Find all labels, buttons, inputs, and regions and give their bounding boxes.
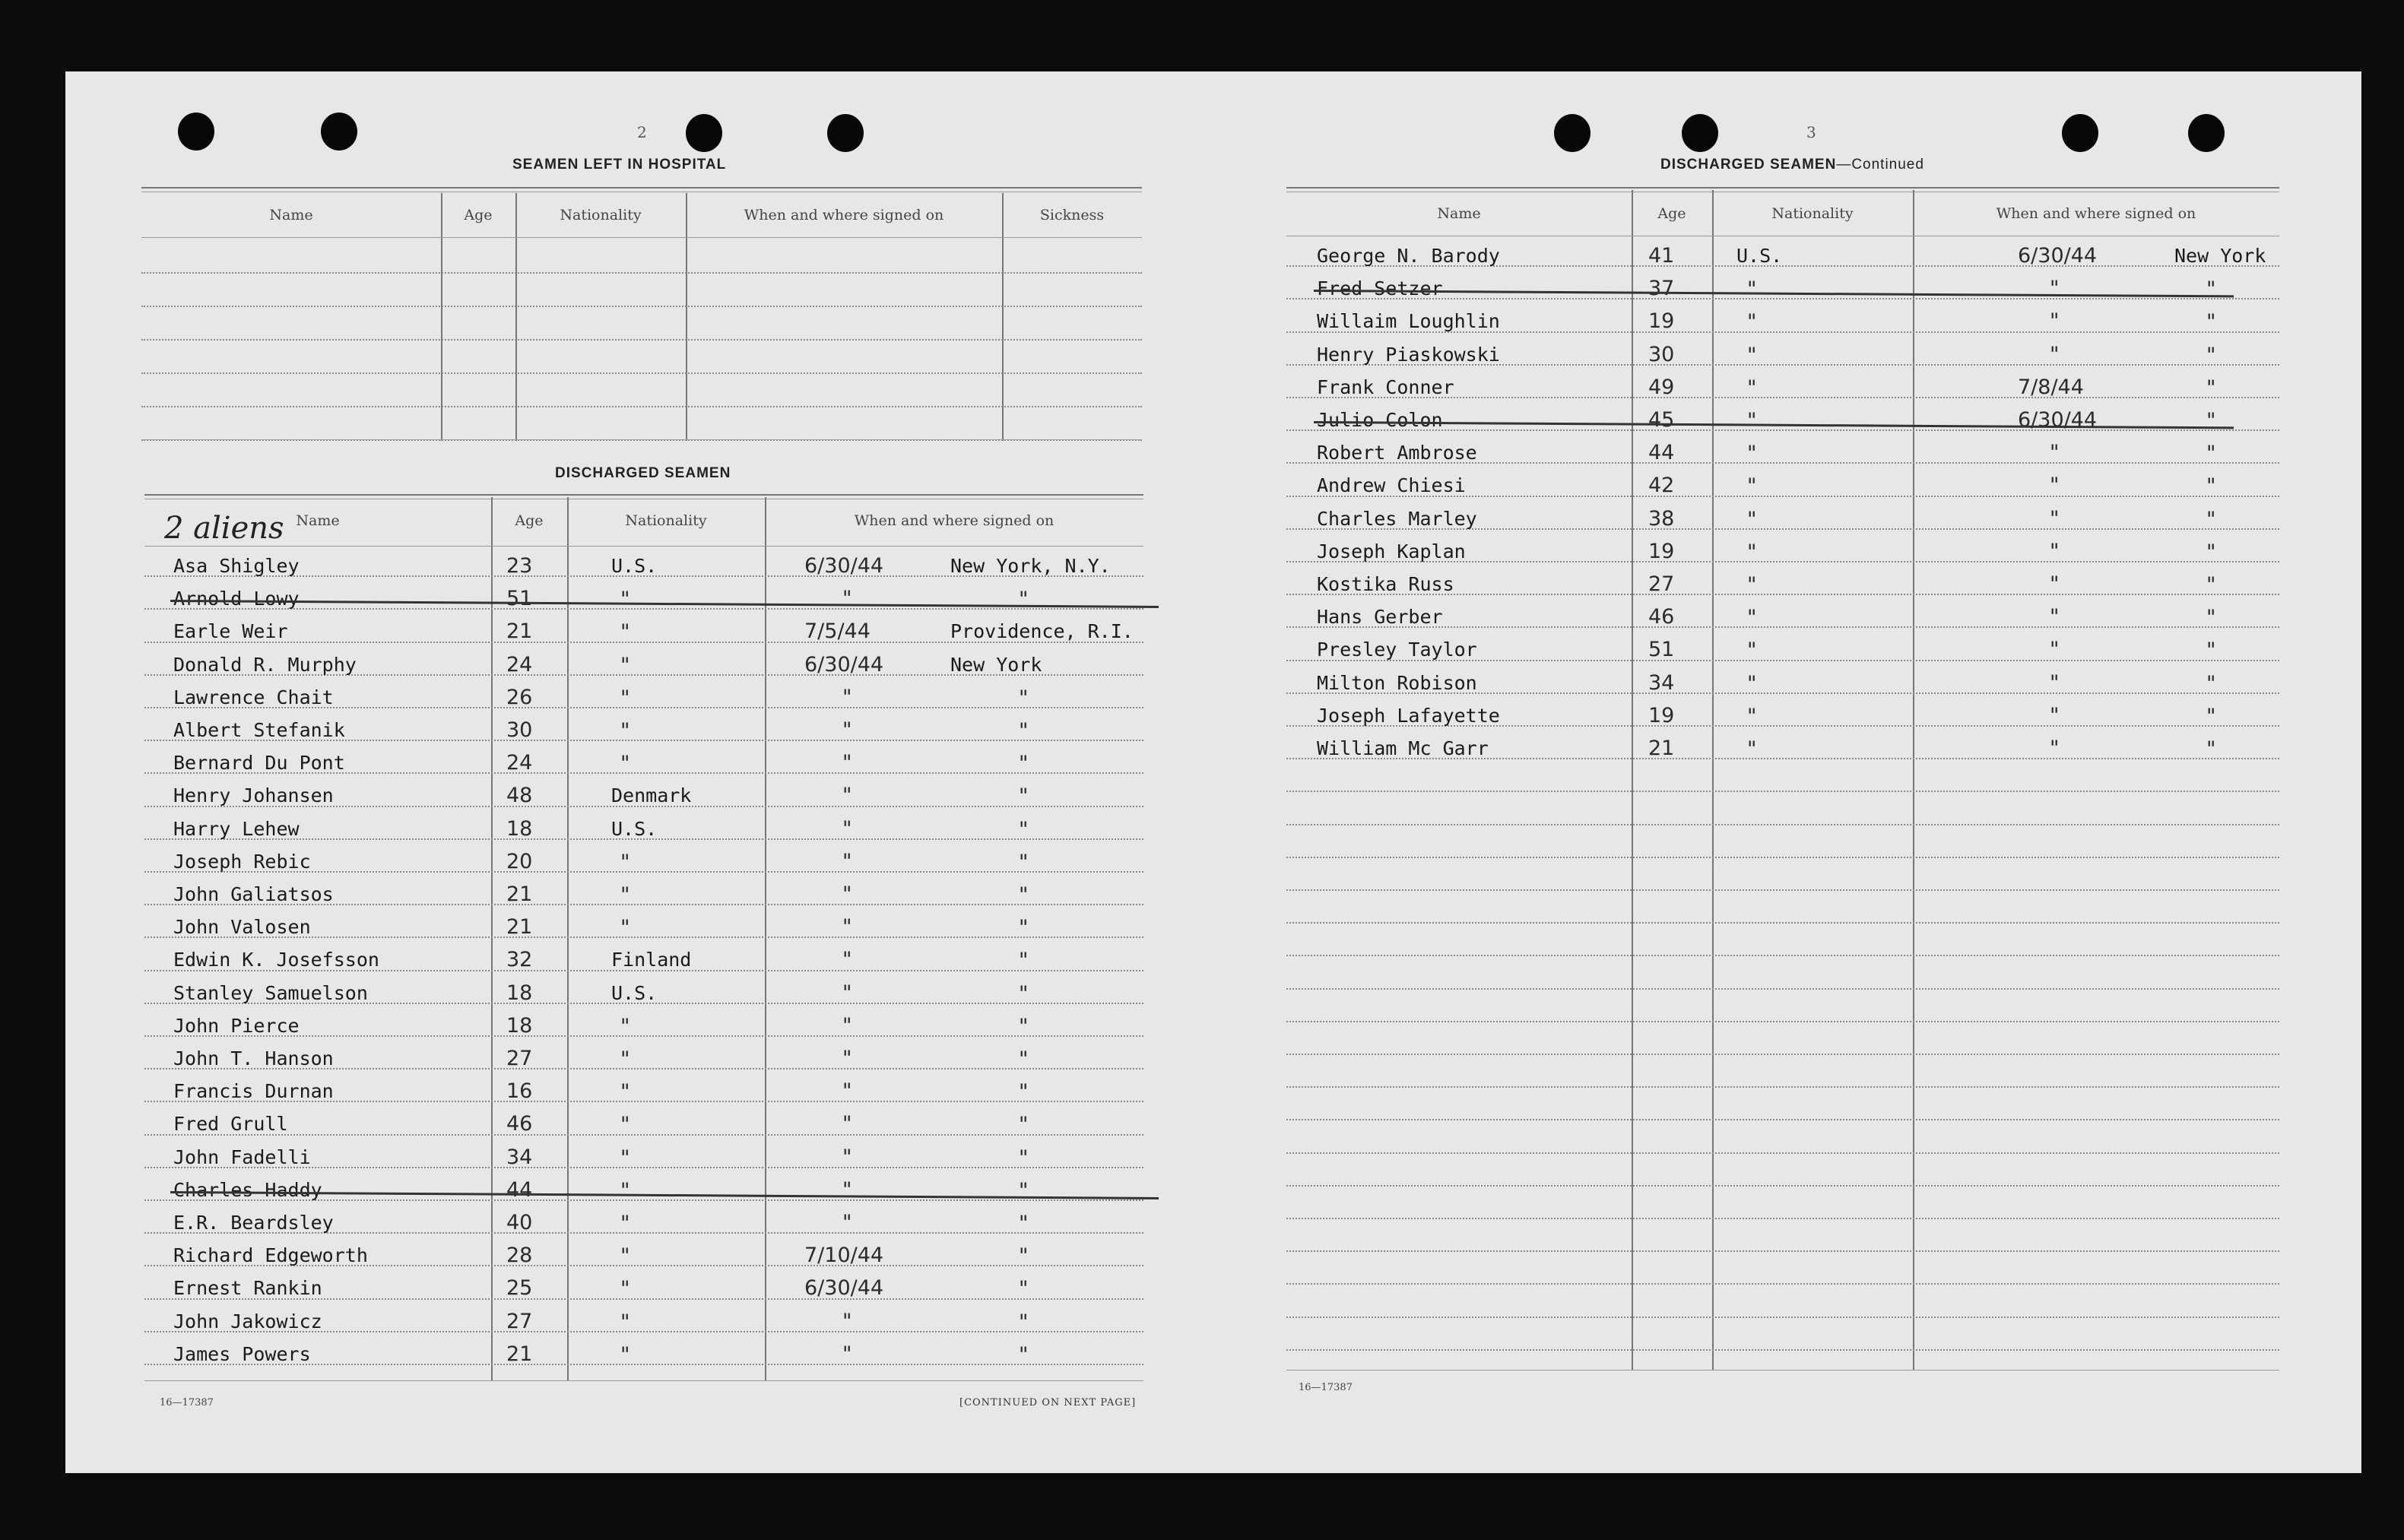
- seaman-row-age: 20: [506, 849, 533, 873]
- seaman-row-date-signed: ": [842, 784, 852, 808]
- seaman-row-age: 48: [506, 784, 533, 808]
- seaman-row-place-signed: ": [1019, 1342, 1029, 1367]
- seaman-row-name: Earle Weir: [173, 620, 288, 643]
- seaman-row-date-signed: ": [842, 1211, 852, 1234]
- seaman-row-name: John Jakowicz: [173, 1310, 322, 1332]
- hospital-section-title: SEAMEN LEFT IN HOSPITAL: [512, 157, 727, 173]
- seaman-row-age: 40: [506, 1211, 533, 1234]
- seaman-row-nationality: ": [1747, 343, 1757, 367]
- seaman-row-name: Asa Shigley: [173, 555, 300, 577]
- seaman-row-nationality: ": [1747, 310, 1757, 334]
- seaman-row-name: Lawrence Chait: [173, 686, 334, 708]
- table-rule: [141, 187, 1142, 189]
- seaman-row-name: Stanley Samuelson: [173, 981, 368, 1004]
- seaman-row-place-signed: ": [2206, 606, 2216, 630]
- seaman-row-age: 42: [1648, 474, 1675, 498]
- seaman-row-place-signed: ": [2206, 507, 2216, 531]
- seaman-row-age: 21: [506, 619, 533, 644]
- seaman-row-nationality: ": [1747, 606, 1757, 630]
- seaman-row-age: 38: [1648, 506, 1675, 531]
- seaman-row-name: Fred Grull: [173, 1113, 288, 1136]
- column-divider: [515, 193, 517, 441]
- seaman-row-nationality: ": [1747, 638, 1757, 663]
- column-divider: [686, 193, 687, 441]
- seaman-row-place-signed: ": [1019, 850, 1029, 874]
- seaman-row-nationality: ": [620, 916, 630, 940]
- seaman-row-date-signed: ": [842, 948, 852, 972]
- row-rule: [141, 272, 1142, 274]
- seaman-row-name: Henry Johansen: [173, 784, 334, 807]
- seaman-row-place-signed: ": [1019, 1244, 1029, 1269]
- column-divider: [491, 497, 493, 1380]
- seaman-row-nationality: ": [620, 719, 630, 743]
- seaman-row-age: 21: [506, 882, 533, 906]
- seaman-row-place-signed: ": [1019, 1212, 1029, 1235]
- seaman-row-nationality: ": [1747, 442, 1757, 466]
- row-rule: [1286, 1152, 2279, 1154]
- table-rule: [144, 494, 1143, 496]
- seaman-row-date-signed: ": [2050, 309, 2060, 334]
- section-title-text: DISCHARGED SEAMEN: [1660, 157, 1837, 173]
- seaman-row-nationality: ": [1747, 409, 1757, 433]
- seaman-row-age: 24: [506, 652, 533, 677]
- seaman-row-name: Ernest Rankin: [173, 1277, 322, 1300]
- seaman-row-name: Edwin K. Josefsson: [173, 949, 379, 971]
- row-rule: [141, 306, 1142, 307]
- header-rule: [144, 546, 1143, 547]
- seaman-row-name: Joseph Kaplan: [1317, 540, 1466, 562]
- column-header: Name: [296, 512, 340, 529]
- seaman-row-date-signed: ": [2050, 737, 2060, 760]
- page-number: 3: [1806, 123, 1816, 141]
- seaman-row-place-signed: ": [2206, 409, 2216, 433]
- seaman-row-date-signed: 7/8/44: [2018, 375, 2084, 399]
- seaman-row-name: Francis Durnan: [173, 1080, 334, 1103]
- seaman-row-date-signed: ": [2050, 441, 2060, 465]
- column-divider: [567, 497, 569, 1380]
- seaman-row-date-signed: ": [2050, 572, 2060, 596]
- seaman-row-date-signed: ": [842, 1112, 852, 1136]
- page-right: [1229, 71, 2361, 1473]
- seaman-row-place-signed: ": [2206, 343, 2216, 367]
- seaman-row-date-signed: ": [842, 915, 852, 940]
- seaman-row-place-signed: New York, N.Y.: [950, 555, 1111, 577]
- page-number: 2: [637, 123, 647, 141]
- page-left: [65, 71, 1229, 1473]
- seaman-row-name: Robert Ambrose: [1317, 442, 1477, 464]
- seaman-row-age: 46: [506, 1112, 533, 1136]
- seaman-row-nationality: ": [620, 1342, 630, 1367]
- seaman-row-name: E.R. Beardsley: [173, 1212, 334, 1234]
- seaman-row-age: 21: [506, 1342, 533, 1366]
- seaman-row-place-signed: ": [1019, 686, 1029, 710]
- seaman-row-age: 18: [506, 981, 533, 1005]
- seaman-row-age: 51: [506, 587, 533, 611]
- seaman-row-place-signed: ": [2206, 671, 2216, 696]
- seaman-row-age: 51: [1648, 638, 1675, 662]
- seaman-row-age: 16: [506, 1079, 533, 1104]
- seaman-row-name: Presley Taylor: [1317, 638, 1477, 661]
- column-header: When and where signed on: [1996, 205, 2196, 222]
- column-divider: [1002, 193, 1004, 441]
- seaman-row-nationality: ": [1747, 540, 1757, 564]
- seaman-row-age: 41: [1648, 244, 1675, 268]
- column-header: Sickness: [1039, 207, 1105, 223]
- seaman-row-age: 34: [1648, 670, 1675, 695]
- seaman-row-age: 28: [506, 1244, 533, 1268]
- seaman-row-date-signed: 6/30/44: [804, 652, 884, 677]
- seaman-row-place-signed: ": [2206, 540, 2216, 564]
- seaman-row-nationality: ": [620, 850, 630, 874]
- row-rule: [1286, 1086, 2279, 1088]
- column-header: Nationality: [625, 512, 707, 529]
- column-header: Age: [464, 207, 493, 223]
- seaman-row-date-signed: ": [842, 816, 852, 841]
- seaman-row-place-signed: ": [1019, 817, 1029, 841]
- seaman-row-date-signed: 6/30/44: [2018, 244, 2098, 268]
- row-rule: [1286, 1185, 2279, 1187]
- seaman-row-place-signed: Providence, R.I.: [950, 620, 1134, 643]
- seaman-row-date-signed: ": [842, 685, 852, 709]
- seaman-row-place-signed: ": [1019, 916, 1029, 940]
- seaman-row-name: Charles Haddy: [173, 1178, 322, 1201]
- row-rule: [1286, 988, 2279, 990]
- seaman-row-date-signed: ": [842, 587, 852, 611]
- seaman-row-date-signed: ": [2050, 670, 2060, 695]
- seaman-row-place-signed: ": [2206, 704, 2216, 728]
- seaman-row-place-signed: ": [2206, 442, 2216, 466]
- seaman-row-place-signed: ": [1019, 1113, 1029, 1137]
- seaman-row-date-signed: 7/10/44: [804, 1244, 884, 1268]
- seaman-row-age: 21: [1648, 737, 1675, 760]
- seaman-row-name: Hans Gerber: [1317, 606, 1443, 629]
- seaman-row-nationality: ": [620, 1212, 630, 1235]
- seaman-row-place-signed: ": [2206, 737, 2216, 761]
- seaman-row-nationality: ": [620, 620, 630, 645]
- column-divider: [1712, 190, 1714, 1370]
- seaman-row-age: 19: [1648, 309, 1675, 334]
- seaman-row-name: Julio Colon: [1317, 409, 1443, 431]
- seaman-row-name: John Pierce: [173, 1014, 300, 1037]
- seaman-row-place-signed: ": [1019, 883, 1029, 907]
- seaman-row-nationality: ": [1747, 507, 1757, 531]
- seaman-row-age: 30: [506, 718, 533, 742]
- form-number: 16—17387: [160, 1397, 214, 1408]
- seaman-row-age: 24: [506, 751, 533, 775]
- seaman-row-place-signed: ": [2206, 375, 2216, 400]
- row-rule: [141, 406, 1142, 407]
- column-header: When and where signed on: [854, 512, 1055, 529]
- seaman-row-name: Henry Piaskowski: [1317, 343, 1500, 366]
- seaman-row-date-signed: ": [842, 1309, 852, 1333]
- seaman-row-nationality: U.S.: [611, 555, 658, 577]
- seaman-row-name: John Valosen: [173, 916, 311, 939]
- seaman-row-nationality: ": [620, 1178, 630, 1203]
- seaman-row-name: James Powers: [173, 1342, 311, 1365]
- column-header: Age: [515, 512, 544, 529]
- seaman-row-place-signed: ": [1019, 1277, 1029, 1301]
- column-header: Nationality: [560, 207, 642, 223]
- form-number: 16—17387: [1299, 1382, 1353, 1393]
- seaman-row-name: Donald R. Murphy: [173, 653, 357, 676]
- seaman-row-place-signed: ": [1019, 1047, 1029, 1071]
- seaman-row-date-signed: ": [2050, 506, 2060, 531]
- continued-note: [CONTINUED ON NEXT PAGE]: [959, 1397, 1137, 1408]
- seaman-row-name: Willaim Loughlin: [1317, 310, 1500, 333]
- seaman-row-name: Joseph Rebic: [173, 850, 311, 873]
- seaman-row-age: 44: [506, 1177, 533, 1202]
- seaman-row-date-signed: ": [2050, 474, 2060, 498]
- seaman-row-nationality: ": [1747, 573, 1757, 597]
- row-rule: [1286, 1054, 2279, 1055]
- seaman-row-place-signed: ": [1019, 1080, 1029, 1104]
- seaman-row-name: Milton Robison: [1317, 671, 1477, 694]
- seaman-row-date-signed: ": [2050, 703, 2060, 727]
- seaman-row-date-signed: ": [842, 1177, 852, 1202]
- column-divider: [441, 193, 442, 441]
- row-rule: [141, 339, 1142, 341]
- seaman-row-age: 27: [506, 1309, 533, 1333]
- seaman-row-nationality: ": [620, 588, 630, 612]
- seaman-row-date-signed: ": [842, 751, 852, 775]
- seaman-row-nationality: ": [1747, 704, 1757, 728]
- seaman-row-age: 19: [1648, 703, 1675, 727]
- row-rule: [1286, 1021, 2279, 1022]
- seaman-row-nationality: Finland: [611, 949, 692, 971]
- seaman-row-age: 46: [1648, 605, 1675, 629]
- seaman-row-place-signed: ": [2206, 573, 2216, 597]
- seaman-row-name: Bernard Du Pont: [173, 752, 345, 775]
- seaman-row-place-signed: ": [1019, 1014, 1029, 1038]
- seaman-row-name: Charles Marley: [1317, 507, 1477, 530]
- seaman-row-age: 26: [506, 685, 533, 709]
- seaman-row-place-signed: ": [1019, 784, 1029, 809]
- seaman-row-name: Arnold Lowy: [173, 588, 300, 610]
- seaman-row-date-signed: ": [842, 882, 852, 906]
- column-header: Nationality: [1771, 205, 1854, 222]
- seaman-row-nationality: ": [620, 1244, 630, 1269]
- seaman-row-age: 23: [506, 554, 533, 578]
- column-divider: [1913, 190, 1914, 1370]
- seaman-row-date-signed: ": [842, 718, 852, 742]
- seaman-row-nationality: ": [620, 1014, 630, 1038]
- seaman-row-date-signed: ": [842, 981, 852, 1005]
- seaman-row-name: John Fadelli: [173, 1145, 311, 1168]
- seaman-row-place-signed: ": [1019, 1178, 1029, 1203]
- row-rule: [144, 1134, 1143, 1136]
- row-rule: [1286, 955, 2279, 956]
- seaman-row-nationality: ": [1747, 671, 1757, 696]
- row-rule: [1286, 922, 2279, 924]
- seaman-row-name: Andrew Chiesi: [1317, 474, 1466, 497]
- seaman-row-date-signed: ": [842, 849, 852, 873]
- seaman-row-date-signed: 7/5/44: [804, 619, 871, 644]
- seaman-row-name: John T. Hanson: [173, 1047, 334, 1069]
- seaman-row-date-signed: 6/30/44: [804, 554, 884, 578]
- row-rule: [141, 372, 1142, 374]
- row-rule: [1286, 889, 2279, 891]
- strikethrough-line: [1314, 290, 2234, 297]
- seaman-row-date-signed: ": [2050, 605, 2060, 629]
- row-rule: [1286, 1283, 2279, 1285]
- seaman-row-date-signed: ": [2050, 539, 2060, 563]
- seaman-row-name: Joseph Lafayette: [1317, 704, 1500, 727]
- seaman-row-age: 37: [1648, 277, 1675, 301]
- seaman-row-nationality: U.S.: [611, 981, 658, 1004]
- column-header: Name: [1437, 205, 1481, 222]
- column-divider: [1632, 190, 1633, 1370]
- seaman-row-age: 32: [506, 948, 533, 972]
- seaman-row-place-signed: ": [1019, 719, 1029, 743]
- row-rule: [1286, 1349, 2279, 1351]
- seaman-row-place-signed: ": [1019, 752, 1029, 776]
- seaman-row-place-signed: ": [2206, 638, 2216, 663]
- seaman-row-place-signed: ": [1019, 981, 1029, 1006]
- seaman-row-age: 18: [506, 1013, 533, 1038]
- seaman-row-age: 44: [1648, 441, 1675, 465]
- seaman-row-date-signed: ": [842, 1079, 852, 1104]
- section-title-suffix: —Continued: [1836, 157, 1924, 173]
- seaman-row-place-signed: ": [1019, 588, 1029, 612]
- seaman-row-date-signed: ": [842, 1145, 852, 1169]
- seaman-row-date-signed: ": [2050, 342, 2060, 366]
- seaman-row-nationality: ": [1747, 474, 1757, 499]
- seaman-row-nationality: ": [620, 883, 630, 907]
- seaman-row-age: 19: [1648, 539, 1675, 563]
- seaman-row-age: 49: [1648, 375, 1675, 399]
- form-sheet: [65, 71, 2361, 1473]
- seaman-row-name: Kostika Russ: [1317, 573, 1454, 595]
- seaman-row-nationality: ": [1747, 737, 1757, 761]
- seaman-row-nationality: ": [620, 1310, 630, 1334]
- seaman-row-date-signed: ": [2050, 277, 2060, 301]
- discharged-section-title: DISCHARGED SEAMEN: [555, 465, 731, 481]
- row-rule: [1286, 1250, 2279, 1252]
- seaman-row-age: 27: [1648, 572, 1675, 596]
- row-rule: [1286, 1119, 2279, 1120]
- seaman-row-name: George N. Barody: [1317, 245, 1500, 267]
- seaman-row-nationality: ": [620, 752, 630, 776]
- column-header: Name: [269, 207, 313, 223]
- seaman-row-date-signed: ": [842, 1342, 852, 1366]
- seaman-row-nationality: ": [620, 1080, 630, 1104]
- seaman-row-date-signed: 6/30/44: [2018, 408, 2098, 432]
- discharged-continued-title: [1660, 157, 1924, 173]
- seaman-row-place-signed: New York: [950, 653, 1042, 676]
- seaman-row-name: William Mc Garr: [1317, 737, 1489, 759]
- seaman-row-nationality: U.S.: [611, 817, 658, 840]
- seaman-row-age: 27: [506, 1047, 533, 1070]
- seaman-row-date-signed: 6/30/44: [804, 1276, 884, 1301]
- seaman-row-place-signed: ": [1019, 949, 1029, 973]
- seaman-row-place-signed: ": [1019, 1310, 1029, 1334]
- seaman-row-nationality: ": [620, 653, 630, 677]
- seaman-row-age: 21: [506, 915, 533, 940]
- seaman-row-nationality: ": [620, 1047, 630, 1071]
- row-rule: [1286, 824, 2279, 825]
- column-divider: [765, 497, 766, 1380]
- seaman-row-nationality: Denmark: [611, 784, 692, 807]
- seaman-row-place-signed: New York: [2174, 245, 2266, 267]
- seaman-row-name: John Galiatsos: [173, 883, 334, 905]
- seaman-row-nationality: ": [620, 1113, 630, 1137]
- seaman-row-name: Frank Conner: [1317, 375, 1454, 398]
- seaman-row-place-signed: ": [2206, 277, 2216, 302]
- column-header: When and where signed on: [744, 207, 944, 223]
- seaman-row-nationality: ": [620, 686, 630, 710]
- seaman-row-nationality: ": [1747, 375, 1757, 400]
- seaman-row-date-signed: ": [842, 1013, 852, 1038]
- aliens-annotation: 2 aliens: [164, 511, 284, 546]
- seaman-row-age: 18: [506, 816, 533, 841]
- header-rule: [141, 237, 1142, 238]
- seaman-row-name: Richard Edgeworth: [173, 1244, 368, 1267]
- seaman-row-age: 30: [1648, 342, 1675, 366]
- seaman-row-nationality: U.S.: [1736, 245, 1783, 267]
- seaman-row-nationality: ": [1747, 277, 1757, 302]
- table-bottom-rule: [144, 1380, 1143, 1381]
- seaman-row-date-signed: ": [2050, 638, 2060, 662]
- table-rule: [1286, 187, 2279, 189]
- table-bottom-rule: [141, 439, 1142, 440]
- seaman-row-date-signed: ": [842, 1047, 852, 1070]
- row-rule: [1286, 791, 2279, 792]
- seaman-row-age: 34: [506, 1145, 533, 1169]
- seaman-row-place-signed: ": [2206, 474, 2216, 499]
- seaman-row-nationality: ": [620, 1277, 630, 1301]
- row-rule: [1286, 1317, 2279, 1318]
- seaman-row-age: 25: [506, 1276, 533, 1301]
- seaman-row-name: Fred Setzer: [1317, 277, 1443, 300]
- row-rule: [1286, 1218, 2279, 1219]
- seaman-row-name: Albert Stefanik: [173, 719, 345, 741]
- seaman-row-age: 45: [1648, 408, 1675, 432]
- seaman-row-place-signed: ": [1019, 1145, 1029, 1170]
- seaman-row-place-signed: ": [2206, 310, 2216, 334]
- seaman-row-nationality: ": [620, 1145, 630, 1170]
- seaman-row-name: Harry Lehew: [173, 817, 300, 840]
- row-rule: [1286, 857, 2279, 858]
- column-header: Age: [1657, 205, 1686, 222]
- strikethrough-line: [170, 600, 1159, 608]
